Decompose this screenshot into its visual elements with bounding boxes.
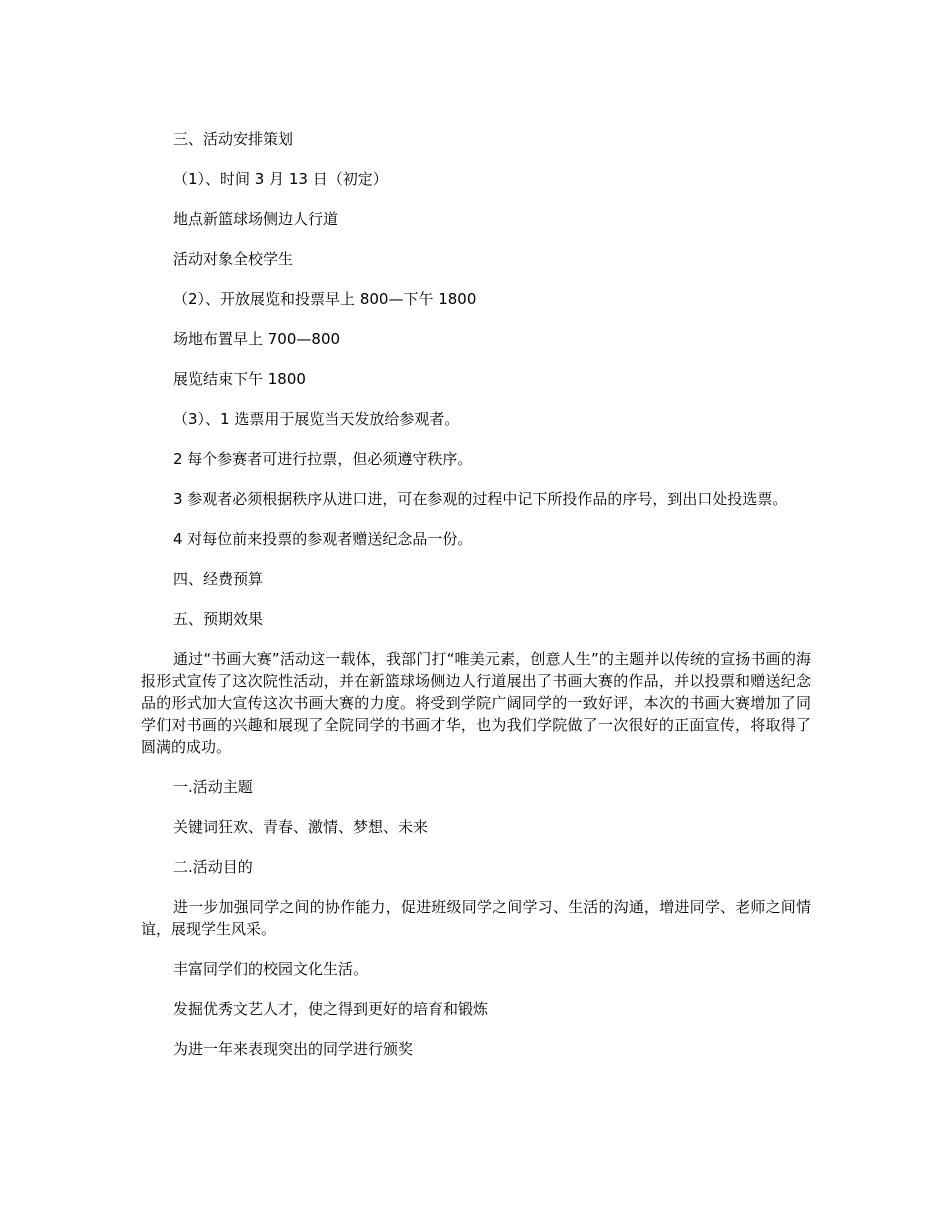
section-heading-budget: 四、经费预算 xyxy=(173,570,264,588)
section-heading-purpose: 二.活动目的 xyxy=(173,858,253,876)
schedule-time: （1）、时间 3 月 13 日（初定） xyxy=(173,170,388,188)
rule-ballot: （3）、1 选票用于展览当天发放给参观者。 xyxy=(173,410,460,428)
section-heading-expected-effect: 五、预期效果 xyxy=(173,610,264,628)
rule-souvenir: 4 对每位前来投票的参观者赠送纪念品一份。 xyxy=(173,530,473,548)
schedule-end-time: 展览结束下午 1800 xyxy=(173,370,306,388)
rule-visitor-flow: 3 参观者必须根据秩序从进口进，可在参观的过程中记下所投作品的序号，到出口处投选票。 xyxy=(173,490,788,508)
section-heading-theme: 一.活动主题 xyxy=(173,778,253,796)
schedule-setup-time: 场地布置早上 700—800 xyxy=(173,330,341,348)
purpose-cooperation: 进一步加强同学之间的协作能力，促进班级同学之间学习、生活的沟通，增进同学、老师之间情谊，展现学生风采。 xyxy=(141,898,811,938)
schedule-audience: 活动对象全校学生 xyxy=(173,250,294,268)
purpose-campus-life: 丰富同学们的校园文化生活。 xyxy=(173,960,369,978)
schedule-location: 地点新篮球场侧边人行道 xyxy=(173,210,339,228)
rule-canvassing: 2 每个参赛者可进行拉票，但必须遵守秩序。 xyxy=(173,450,473,468)
expected-effect-body: 通过“书画大赛”活动这一载体，我部门打“唯美元素，创意人生”的主题并以传统的宣扬书画的海报形式宣传了这次院性活动，并在新篮球场侧边人行道展出了书画大赛的作品，并以投票和赠送纪念品的形式加大宣传这次书画大赛的力度。将受到学院广阔同学的一致好评，本次的书画大赛增加了同学们对书画的兴趣和展现了全院同学的书画才华，也为我们学院做了一次很好的正面宣传，将取得了圆满的成功。 xyxy=(141,650,811,756)
document-body xyxy=(141,128,811,1060)
purpose-talent: 发掘优秀文艺人才，使之得到更好的培育和锻炼 xyxy=(173,1000,489,1018)
schedule-open-hours: （2）、开放展览和投票早上 800—下午 1800 xyxy=(173,290,477,308)
theme-keywords: 关键词狂欢、青春、激情、梦想、未来 xyxy=(173,818,429,836)
section-heading-activity-schedule: 三、活动安排策划 xyxy=(173,130,294,148)
purpose-awards: 为进一年来表现突出的同学进行颁奖 xyxy=(173,1040,414,1058)
